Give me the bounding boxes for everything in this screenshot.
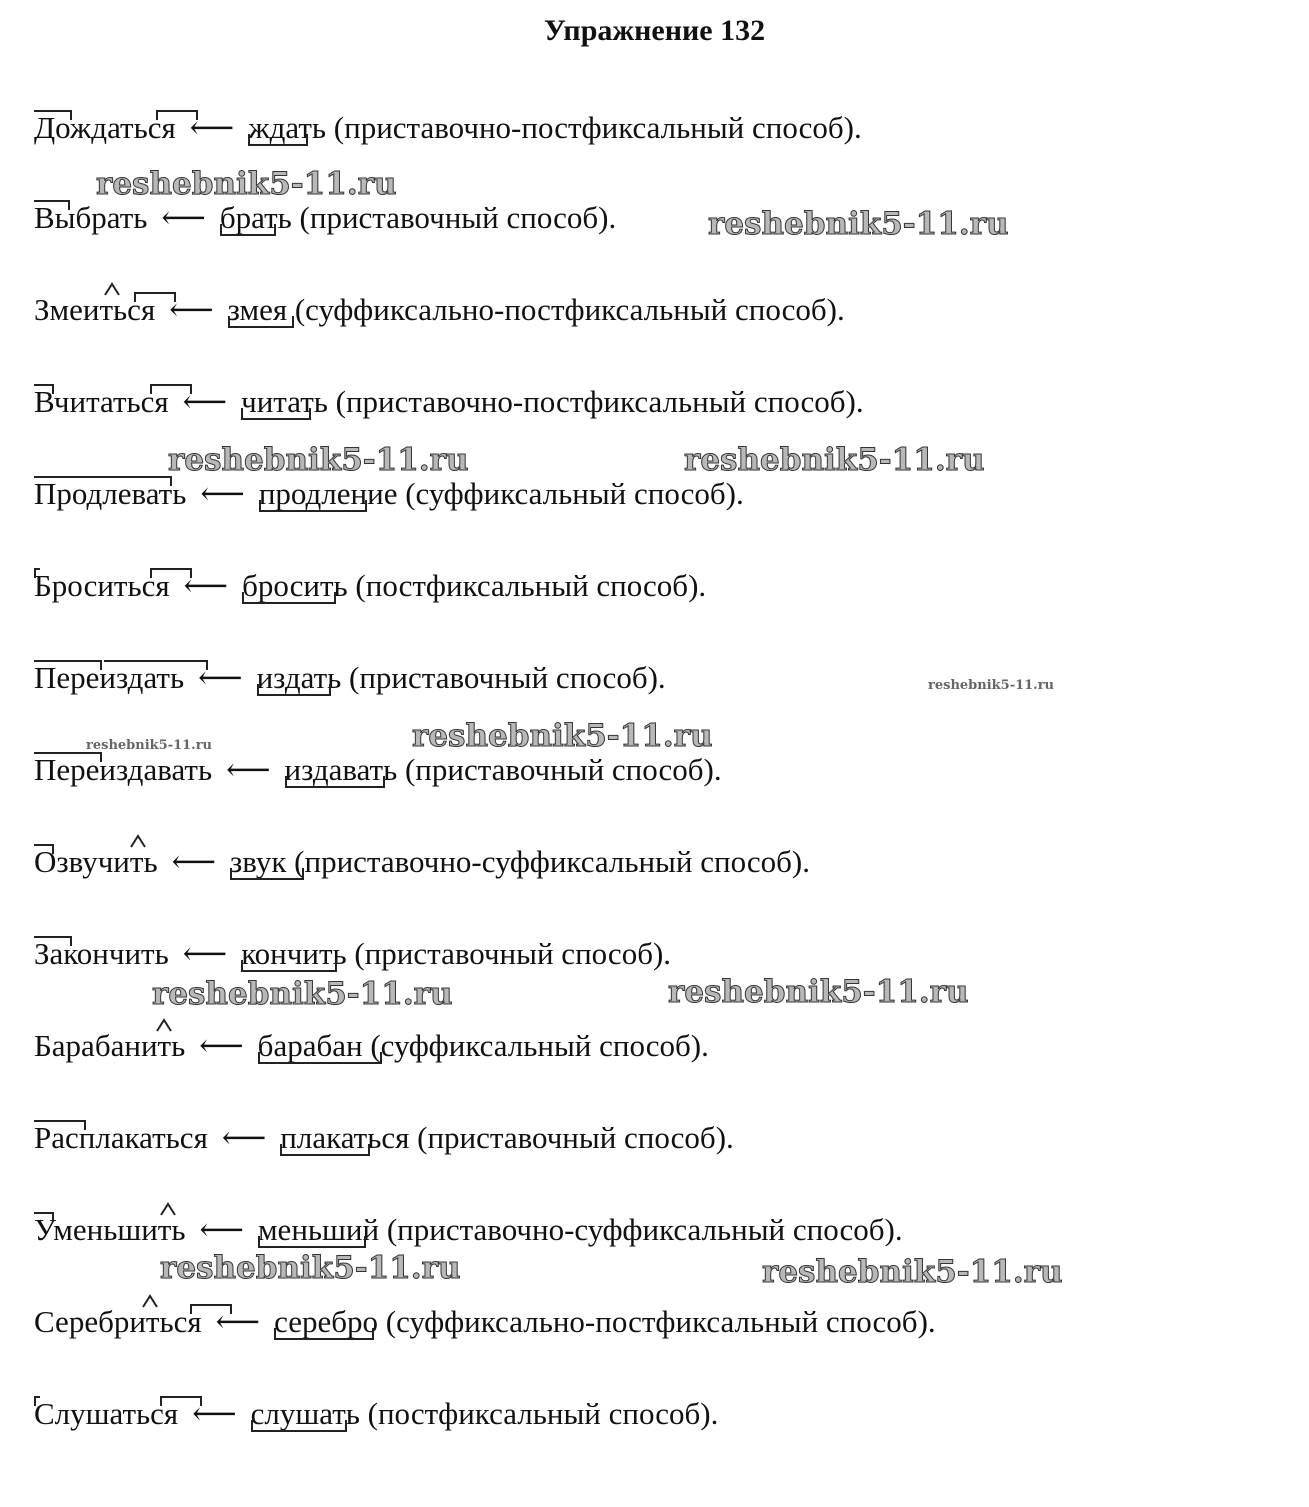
derivation-arrow: ⟵ [221, 1120, 267, 1155]
watermark: reshebnik5-11.ru [168, 442, 469, 478]
derived-word: Слушаться [34, 1394, 178, 1434]
explanation: (суффиксальный способ). [397, 476, 744, 511]
source-word: бросить [242, 568, 348, 603]
root-mark [259, 500, 367, 512]
suffix-mark [130, 834, 146, 848]
watermark: reshebnik5-11.ru [668, 974, 969, 1010]
root-mark [258, 1236, 366, 1248]
derived-word: Выбрать [34, 200, 148, 235]
word-formation-entry [34, 658, 666, 698]
explanation: (приставочно-суффиксальный способ). [379, 1212, 903, 1247]
source-word: слушать [250, 1396, 360, 1431]
watermark: reshebnik5-11.ru [152, 976, 453, 1012]
explanation: (приставочно-постфиксальный способ). [327, 384, 864, 419]
root-mark [257, 684, 331, 696]
explanation: (постфиксальный способ). [347, 568, 707, 603]
derivation-arrow: ⟵ [182, 936, 228, 971]
root-mark [274, 1328, 374, 1340]
prefix-mark [34, 1212, 54, 1222]
prefix-mark [34, 384, 54, 394]
root-mark [228, 316, 294, 328]
root-mark [241, 960, 337, 972]
explanation: (приставочно-постфиксальный способ). [326, 110, 862, 145]
word-formation-entry [34, 290, 845, 330]
source-word: ждать [248, 110, 327, 145]
prefix-mark [34, 844, 54, 854]
derivation-arrow: ⟵ [169, 292, 214, 327]
source-word: издавать [284, 752, 398, 787]
suffix-mark [142, 1294, 158, 1308]
explanation: (приставочный способ). [291, 200, 617, 235]
source-word: серебро [274, 1304, 379, 1339]
derivation-arrow: ⟵ [226, 752, 271, 787]
derivation-arrow: ⟵ [171, 844, 217, 879]
explanation: (приставочно-суффиксальный способ). [286, 844, 810, 879]
explanation: (приставочный способ). [409, 1120, 734, 1155]
watermark: reshebnik5-11.ru [160, 1250, 461, 1286]
word-formation-entry [34, 1210, 903, 1250]
prefix-mark [34, 200, 70, 210]
root-mark [258, 1052, 382, 1064]
word-formation-entry [34, 934, 671, 974]
root-mark [285, 776, 385, 788]
derived-word: Продлевать [34, 476, 187, 511]
source-word: продление [258, 476, 398, 511]
word-formation-entry [34, 108, 862, 148]
derived-word: Броситься [34, 566, 170, 606]
source-word: меньший [257, 1212, 380, 1247]
derived-word: Озвучить [34, 842, 158, 882]
derivation-arrow: ⟵ [189, 110, 235, 145]
word-formation-entry [34, 198, 616, 238]
derived-word: Дождаться [34, 108, 176, 148]
watermark: reshebnik5-11.ru [708, 206, 1009, 242]
word-formation-entry [34, 750, 722, 790]
word-formation-entry [34, 566, 706, 606]
derived-word: Переиздавать [34, 752, 213, 787]
derived-word: Закончить [34, 936, 169, 971]
source-word: брать [219, 200, 292, 235]
derived-word: Расплакаться [34, 1120, 208, 1155]
derived-word: Вчитаться [34, 382, 169, 422]
prefix-mark [34, 110, 72, 120]
prefix-mark [104, 660, 208, 670]
word-formation-entry [34, 842, 810, 882]
derivation-arrow: ⟵ [199, 1028, 244, 1063]
watermark: reshebnik5-11.ru [96, 166, 397, 202]
prefix-mark [34, 936, 72, 946]
derivation-arrow: ⟵ [161, 200, 206, 235]
derived-word: Переиздать [34, 658, 184, 698]
explanation: (приставочный способ). [341, 660, 666, 695]
word-formation-entry [34, 1394, 718, 1434]
watermark: reshebnik5-11.ru [762, 1254, 1063, 1290]
explanation: (постфиксальный способ). [359, 1396, 719, 1431]
page-title: Упражнение 132 [543, 14, 766, 47]
derived-word: Уменьшить [34, 1210, 185, 1250]
root-mark [248, 134, 308, 146]
suffix-mark [156, 1018, 172, 1032]
word-formation-entry [34, 1026, 709, 1066]
root-mark [230, 868, 304, 880]
derivation-arrow: ⟵ [215, 1304, 261, 1339]
watermark: reshebnik5-11.ru [684, 442, 985, 478]
root-mark [251, 1420, 347, 1432]
word-formation-entry [34, 382, 864, 422]
root-mark [220, 224, 276, 236]
derivation-arrow: ⟵ [192, 1396, 237, 1431]
derivation-arrow: ⟵ [182, 384, 228, 419]
explanation: (суффиксальный способ). [362, 1028, 709, 1063]
prefix-mark [34, 660, 102, 670]
suffix-mark [104, 282, 120, 296]
root-mark [280, 1144, 370, 1156]
explanation: (приставочный способ). [346, 936, 672, 971]
prefix-mark [34, 1396, 40, 1406]
derivation-arrow: ⟵ [183, 568, 229, 603]
derived-word: Барабанить [34, 1026, 185, 1066]
source-word: звук [230, 842, 286, 882]
prefix-mark [34, 568, 40, 578]
watermark-small: reshebnik5-11.ru [928, 678, 1055, 693]
suffix-mark [160, 1202, 176, 1216]
derived-word: Серебриться [34, 1302, 202, 1342]
source-word: издать [256, 660, 342, 695]
source-word: плакаться [280, 1120, 410, 1155]
derivation-arrow: ⟵ [198, 660, 243, 695]
prefix-mark [34, 476, 172, 486]
source-word: кончить [241, 936, 347, 971]
root-mark [242, 592, 336, 604]
word-formation-entry [34, 474, 744, 514]
derivation-arrow: ⟵ [200, 476, 245, 511]
derived-word: Змеиться [34, 290, 155, 330]
derivation-arrow: ⟵ [199, 1212, 244, 1247]
source-word: змея [228, 290, 287, 330]
watermark-small: reshebnik5-11.ru [86, 738, 213, 753]
watermark: reshebnik5-11.ru [412, 718, 713, 754]
explanation: (приставочный способ). [397, 752, 722, 787]
explanation: (суффиксально-постфиксальный способ). [287, 292, 845, 327]
word-formation-entry [34, 1302, 936, 1342]
source-word: барабан [258, 1026, 363, 1066]
explanation: (суффиксально-постфиксальный способ). [378, 1304, 936, 1339]
root-mark [241, 408, 311, 420]
prefix-mark [34, 1120, 86, 1130]
prefix-mark [34, 752, 102, 762]
source-word: читать [241, 384, 328, 419]
word-formation-entry [34, 1118, 734, 1158]
